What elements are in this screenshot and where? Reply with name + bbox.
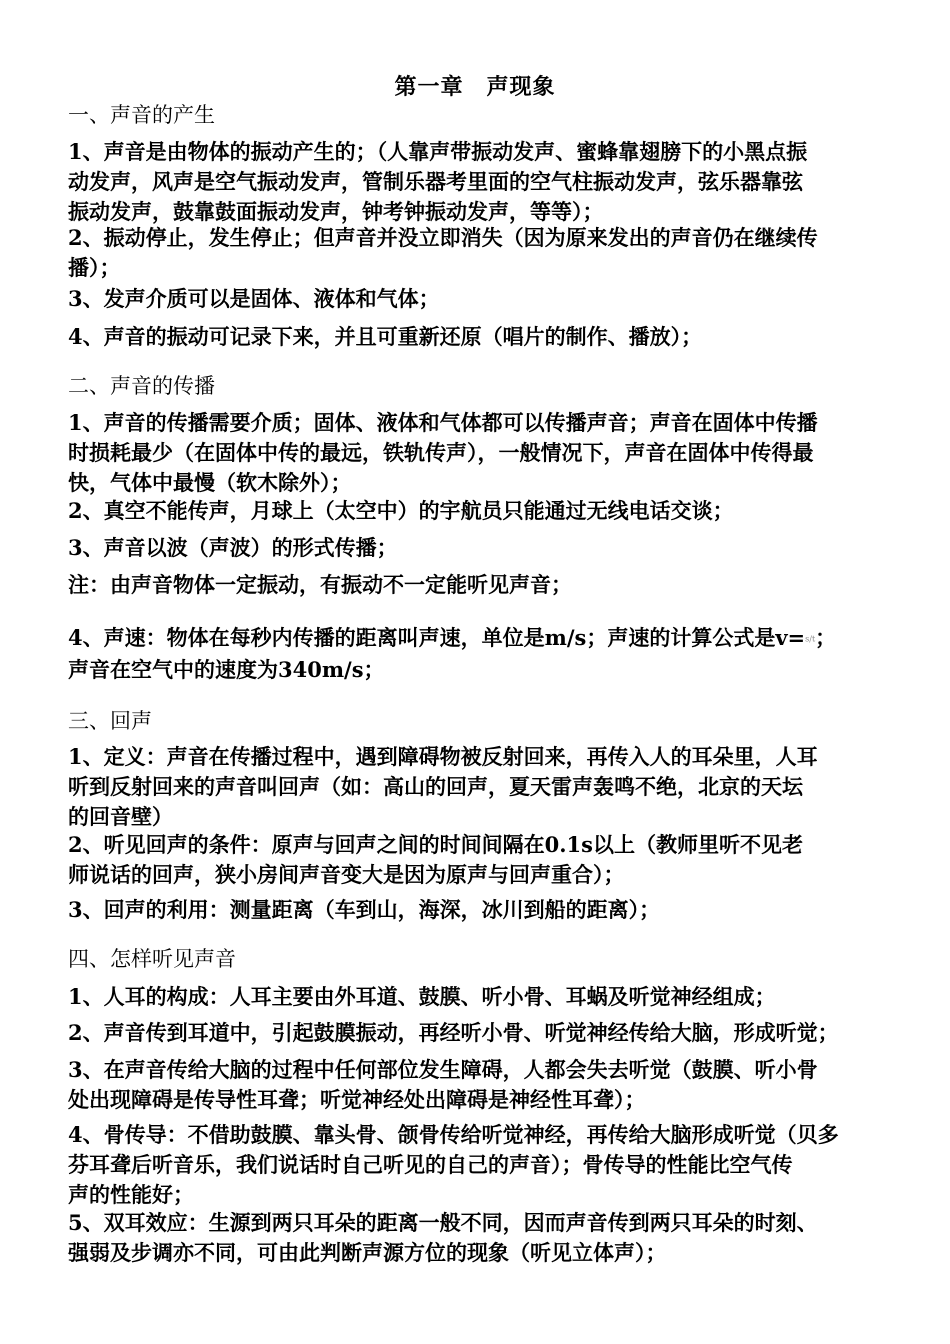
text-line: 2、听见回声的条件：原声与回声之间的时间间隔在0.1s以上（教师里听不见老 xyxy=(68,832,803,857)
paragraph xyxy=(68,1208,888,1268)
fraction-numerator: s xyxy=(805,634,810,644)
formula-text: 4、声速：物体在每秒内传播的距离叫声速，单位是m/s；声速的计算公式是v= xyxy=(68,625,806,650)
paragraph xyxy=(68,742,888,832)
note-paragraph xyxy=(68,570,888,600)
paragraph xyxy=(68,533,888,563)
text-line: 4、声音的振动可记录下来，并且可重新还原（唱片的制作、播放）； xyxy=(68,324,703,349)
text-line: 强弱及步调亦不同，可由此判断声源方位的现象（听见立体声）； xyxy=(68,1240,667,1265)
paragraph xyxy=(68,982,888,1012)
paragraph xyxy=(68,623,888,685)
text-line: 3、回声的利用：测量距离（车到山，海深，冰川到船的距离）； xyxy=(68,897,661,922)
paragraph xyxy=(68,1120,888,1210)
fraction-denominator: t xyxy=(811,634,816,644)
text-line: 2、振动停止，发生停止；但声音并没立即消失（因为原来发出的声音仍在继续传 xyxy=(68,225,818,250)
text-line: 听到反射回来的声音叫回声（如：高山的回声，夏天雷声轰鸣不绝，北京的天坛 xyxy=(68,774,803,799)
text-line: 2、声音传到耳道中，引起鼓膜振动，再经听小骨、听觉神经传给大脑，形成听觉； xyxy=(68,1020,839,1045)
paragraph xyxy=(68,1018,888,1048)
paragraph xyxy=(68,1055,888,1115)
paragraph xyxy=(68,408,888,498)
text-line: 1、定义：声音在传播过程中，遇到障碍物被反射回来，再传入人的耳朵里，人耳 xyxy=(68,744,818,769)
fraction-s-over-t: s/t xyxy=(805,634,816,644)
text-line: 1、声音是由物体的振动产生的；（人靠声带振动发声、蜜蜂靠翅膀下的小黑点振 xyxy=(68,139,808,164)
formula-end: ； xyxy=(815,625,837,650)
paragraph xyxy=(68,137,888,227)
text-line: 4、骨传导：不借助鼓膜、靠头骨、颌骨传给听觉神经，再传给大脑形成听觉（贝多 xyxy=(68,1122,839,1147)
paragraph xyxy=(68,830,888,890)
text-line: 动发声，风声是空气振动发声，管制乐器考里面的空气柱振动发声，弦乐器靠弦 xyxy=(68,169,803,194)
section-heading-1: 一、声音的产生 xyxy=(68,103,215,127)
text-line: 快，气体中最慢（软木除外）； xyxy=(68,470,352,495)
text-line xyxy=(68,623,888,655)
paragraph xyxy=(68,223,888,283)
text-line: 5、双耳效应：生源到两只耳朵的距离一般不同，因而声音传到两只耳朵的时刻、 xyxy=(68,1210,818,1235)
text-line: 3、在声音传给大脑的过程中任何部位发生障碍，人都会失去听觉（鼓膜、听小骨 xyxy=(68,1057,818,1082)
text-line: 2、真空不能传声，月球上（太空中）的宇航员只能通过无线电话交谈； xyxy=(68,498,734,523)
text-line: 师说话的回声，狭小房间声音变大是因为原声与回声重合）； xyxy=(68,862,625,887)
text-line: 注：由声音物体一定振动，有振动不一定能听见声音； xyxy=(68,572,572,597)
section-heading-4: 四、怎样听见声音 xyxy=(68,947,236,971)
paragraph xyxy=(68,284,888,314)
section-heading-2: 二、声音的传播 xyxy=(68,374,215,398)
text-line: 的回音壁） xyxy=(68,804,173,829)
text-line: 3、声音以波（声波）的形式传播； xyxy=(68,535,398,560)
section-heading-3: 三、回声 xyxy=(68,709,152,733)
text-line: 声的性能好； xyxy=(68,1182,194,1207)
text-line: 1、人耳的构成：人耳主要由外耳道、鼓膜、听小骨、耳蜗及听觉神经组成； xyxy=(68,984,776,1009)
text-line: 时损耗最少（在固体中传的最远，铁轨传声），一般情况下，声音在固体中传得最 xyxy=(68,440,814,465)
paragraph xyxy=(68,496,888,526)
chapter-title: 第一章 声现象 xyxy=(394,74,556,100)
text-line: 处出现障碍是传导性耳聋；听觉神经处出障碍是神经性耳聋）； xyxy=(68,1087,646,1112)
text-line: 1、声音的传播需要介质；固体、液体和气体都可以传播声音；声音在固体中传播 xyxy=(68,410,818,435)
text-line: 3、发声介质可以是固体、液体和气体； xyxy=(68,286,440,311)
text-line: 播）； xyxy=(68,255,121,280)
text-line: 振动发声，鼓靠鼓面振动发声，钟考钟振动发声，等等）； xyxy=(68,199,604,224)
text-line: 芬耳聋后听音乐，我们说话时自己听见的自己的声音）；骨传导的性能比空气传 xyxy=(68,1152,793,1177)
paragraph xyxy=(68,895,888,925)
text-line: 声音在空气中的速度为340m/s； xyxy=(68,656,385,682)
paragraph xyxy=(68,322,888,352)
